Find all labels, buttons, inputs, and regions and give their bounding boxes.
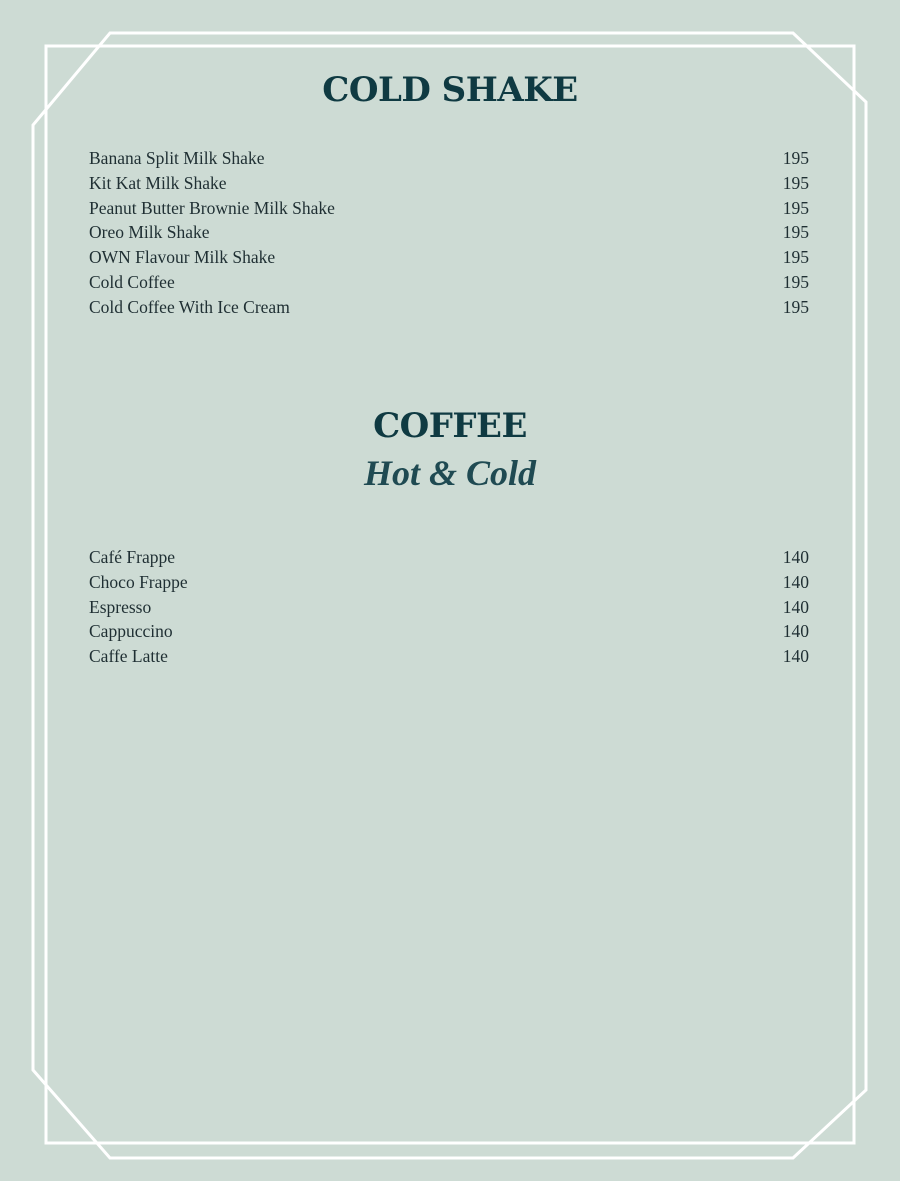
- item-name: Cappuccino: [89, 621, 173, 642]
- menu-item: [89, 196, 809, 221]
- menu-list-cold-shake: [89, 146, 809, 320]
- item-name: Cold Coffee: [89, 271, 175, 292]
- item-price: 140: [782, 646, 809, 667]
- menu-item: [89, 146, 809, 171]
- menu-item: [89, 270, 809, 295]
- item-price: 195: [782, 271, 809, 292]
- section-title-cold-shake: COLD SHAKE: [322, 70, 578, 110]
- menu-item: [89, 220, 809, 245]
- menu-item: [89, 171, 809, 196]
- menu-item: [89, 595, 809, 620]
- item-price: 140: [782, 621, 809, 642]
- item-name: Peanut Butter Brownie Milk Shake: [89, 197, 335, 218]
- menu-item: [89, 644, 809, 669]
- item-name: Espresso: [89, 596, 152, 617]
- item-price: 140: [782, 571, 809, 592]
- item-price: 140: [782, 547, 809, 567]
- menu-item: [89, 570, 809, 595]
- item-price: 195: [782, 296, 809, 317]
- menu-item: [89, 619, 809, 644]
- menu-item: [89, 245, 809, 270]
- item-price: 195: [782, 197, 809, 218]
- section-title-coffee: COFFEE: [373, 406, 527, 446]
- item-price: 195: [782, 222, 809, 243]
- menu-item: [89, 295, 809, 320]
- item-name: Café Frappe: [89, 547, 176, 567]
- item-name: Oreo Milk Shake: [89, 222, 210, 243]
- item-name: Banana Split Milk Shake: [89, 148, 265, 168]
- item-name: Kit Kat Milk Shake: [89, 172, 227, 193]
- section-subtitle-coffee: Hot & Cold: [363, 453, 537, 493]
- item-name: OWN Flavour Milk Shake: [89, 247, 276, 268]
- item-name: Choco Frappe: [89, 571, 188, 592]
- item-price: 140: [782, 596, 809, 617]
- item-price: 195: [782, 148, 809, 168]
- menu-list-coffee: [89, 545, 809, 669]
- item-name: Cold Coffee With Ice Cream: [89, 296, 290, 317]
- item-price: 195: [782, 172, 809, 193]
- menu-item: [89, 545, 809, 570]
- item-name: Caffe Latte: [89, 646, 168, 667]
- item-price: 195: [782, 247, 809, 268]
